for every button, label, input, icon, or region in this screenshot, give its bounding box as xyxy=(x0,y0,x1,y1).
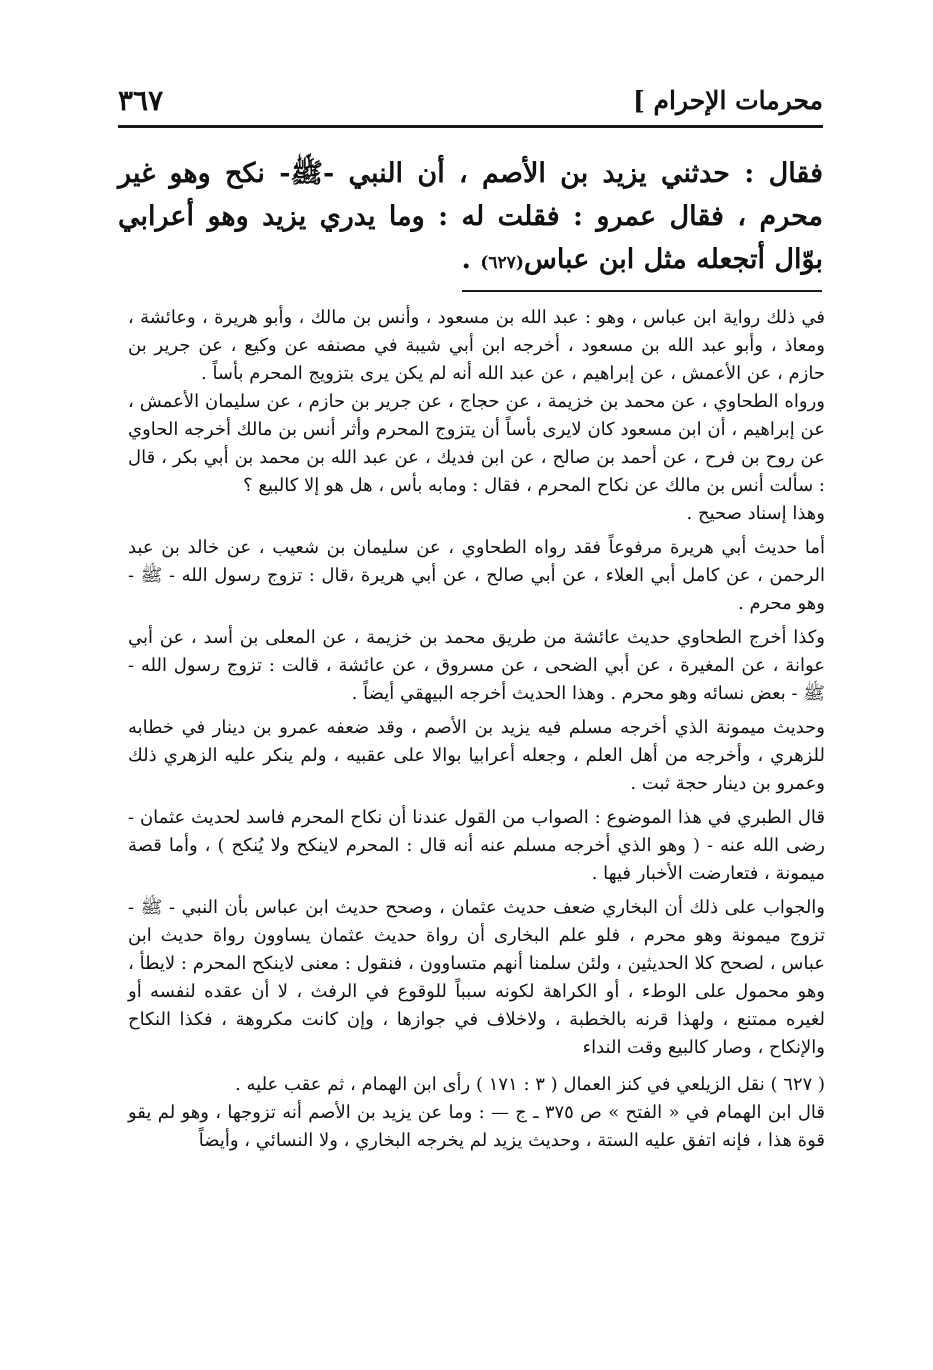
footnote-separator xyxy=(462,290,822,292)
running-title: محرمات الإحرام ] xyxy=(633,86,823,115)
main-text xyxy=(118,152,823,285)
footnote-paragraph: وكذا أخرج الطحاوي حديث عائشة من طريق محمد بن خزيمة ، عن المعلى بن أسد ، عن أبي عوانة ، عن المغيرة ، عن أبي الضحى ، عن مسروق ، عن عائشة ، قالت : تزوج رسول الله - ﷺ - بعض نسائه وهو محرم . وهذا الحديث أخرجه البيهقي أيضاً . xyxy=(128,627,825,704)
footnote-paragraph: وحديث ميمونة الذي أخرجه مسلم فيه يزيد بن الأصم ، وقد ضعفه عمرو بن دينار في خطابه للزهري ، وأخرجه من أهل العلم ، وجعله أعرابيا بوالا على عقبيه ، ولم ينكر عليه الزهري ذلك وعمرو بن دينار حجة ثبت . xyxy=(128,717,825,794)
footnote-paragraph: في ذلك رواية ابن عباس ، وهو : عبد الله بن مسعود ، وأنس بن مالك ، وأبو هريرة ، وعائشة ، ومعاذ ، وأبو عبد الله بن مسعود ، أخرجه ابن أبي شيبة في مصنفه عن وكيع ، عن جرير بن حازم ، عن الأعمش ، عن إبراهيم ، عن عبد الله أنه لم يكن يرى بتزويج المحرم بأساً . xyxy=(128,307,826,384)
footnote-reference: (٦٢٧) xyxy=(480,253,524,273)
main-paragraph-text: فقال : حدثني يزيد بن الأصم ، أن النبي -ﷺ- نكح وهو غير محرم ، فقال عمرو : فقلت له : وما يدري يزيد وهو أعرابي بوّال أتجعله مثل ابن عباس xyxy=(118,158,823,275)
footnote-paragraph: أما حديث أبي هريرة مرفوعاً فقد رواه الطحاوي ، عن سليمان بن شعيب ، عن خالد بن عبد الرحمن ، عن كامل أبي العلاء ، عن أبي صالح ، عن أبي هريرة ،قال : تزوج رسول الله - ﷺ - وهو محرم . xyxy=(128,537,825,614)
page-header xyxy=(118,82,823,126)
header-rule xyxy=(118,125,823,128)
main-paragraph-end: . xyxy=(461,244,481,275)
footnote-paragraph: ورواه الطحاوي ، عن محمد بن خزيمة ، عن حجاج ، عن جرير بن حازم ، عن سليمان الأعمش ، عن إبراهيم ، أن ابن مسعود كان لايرى بأساً أن يتزوج المحرم وأثر أنس بن مالك أخرجه الحاوي عن روح بن فرح ، عن أحمد بن صالح ، عن ابن فديك ، عن عبد الله بن محمد بن أبي بكر ، قال : سألت أنس بن مالك عن نكاح المحرم ، فقال : ومابه بأس ، هل هو إلا كالبيع ؟ xyxy=(128,391,825,496)
footnote-paragraph: ( ٦٢٧ ) نقل الزيلعي في كنز العمال ( ٣ : ١٧١ ) رأى ابن الهمام ، ثم عقب عليه . xyxy=(235,1074,825,1095)
page-number: ٣٦٧ xyxy=(118,84,164,117)
footnote-paragraph: وهذا إسناد صحيح . xyxy=(686,503,825,524)
footnote-paragraph: قال الطبري في هذا الموضوع : الصواب من القول عندنا أن نكاح المحرم فاسد لحديث عثمان - رضى الله عنه - ( وهو الذي أخرجه مسلم عنه أنه قال : المحرم لاينكح ولا يُنكح ) ، وأما قصة ميمونة ، فتعارضت الأخبار فيها . xyxy=(128,807,825,884)
footnotes xyxy=(128,304,825,1155)
footnote-paragraph: قال ابن الهمام في « الفتح » ص ٣٧٥ ـ ج — : وما عن يزيد بن الأصم أنه تزوجها ، وهو لم يقو قوة هذا ، فإنه اتفق عليه الستة ، وحديث يزيد لم يخرجه البخاري ، ولا النسائي ، وأيضاً xyxy=(128,1102,825,1151)
footnote-paragraph: والجواب على ذلك أن البخاري ضعف حديث عثمان ، وصحح حديث ابن عباس بأن النبي - ﷺ - تزوج ميمونة وهو محرم ، فلو علم البخارى أن رواة حديث عثمان يساوون رواة حديث ابن عباس ، لصحح كلا الحديثين ، ولئن سلمنا أنهم متساوون ، فنقول : معنى لاينكح المحرم : لايطأ ، وهو محمول على الوطء ، أو الكراهة لكونه سبباً للوقوع في الرفث ، لا أن عقده لنفسه أو لغيره ممتنع ، ولهذا قرنه بالخطبة ، ولاخلاف في جوازها ، وإن كانت مكروهة ، فكذا النكاح والإنكاح ، وصار كالبيع وقت النداء xyxy=(128,897,825,1058)
main-paragraph xyxy=(118,152,823,285)
